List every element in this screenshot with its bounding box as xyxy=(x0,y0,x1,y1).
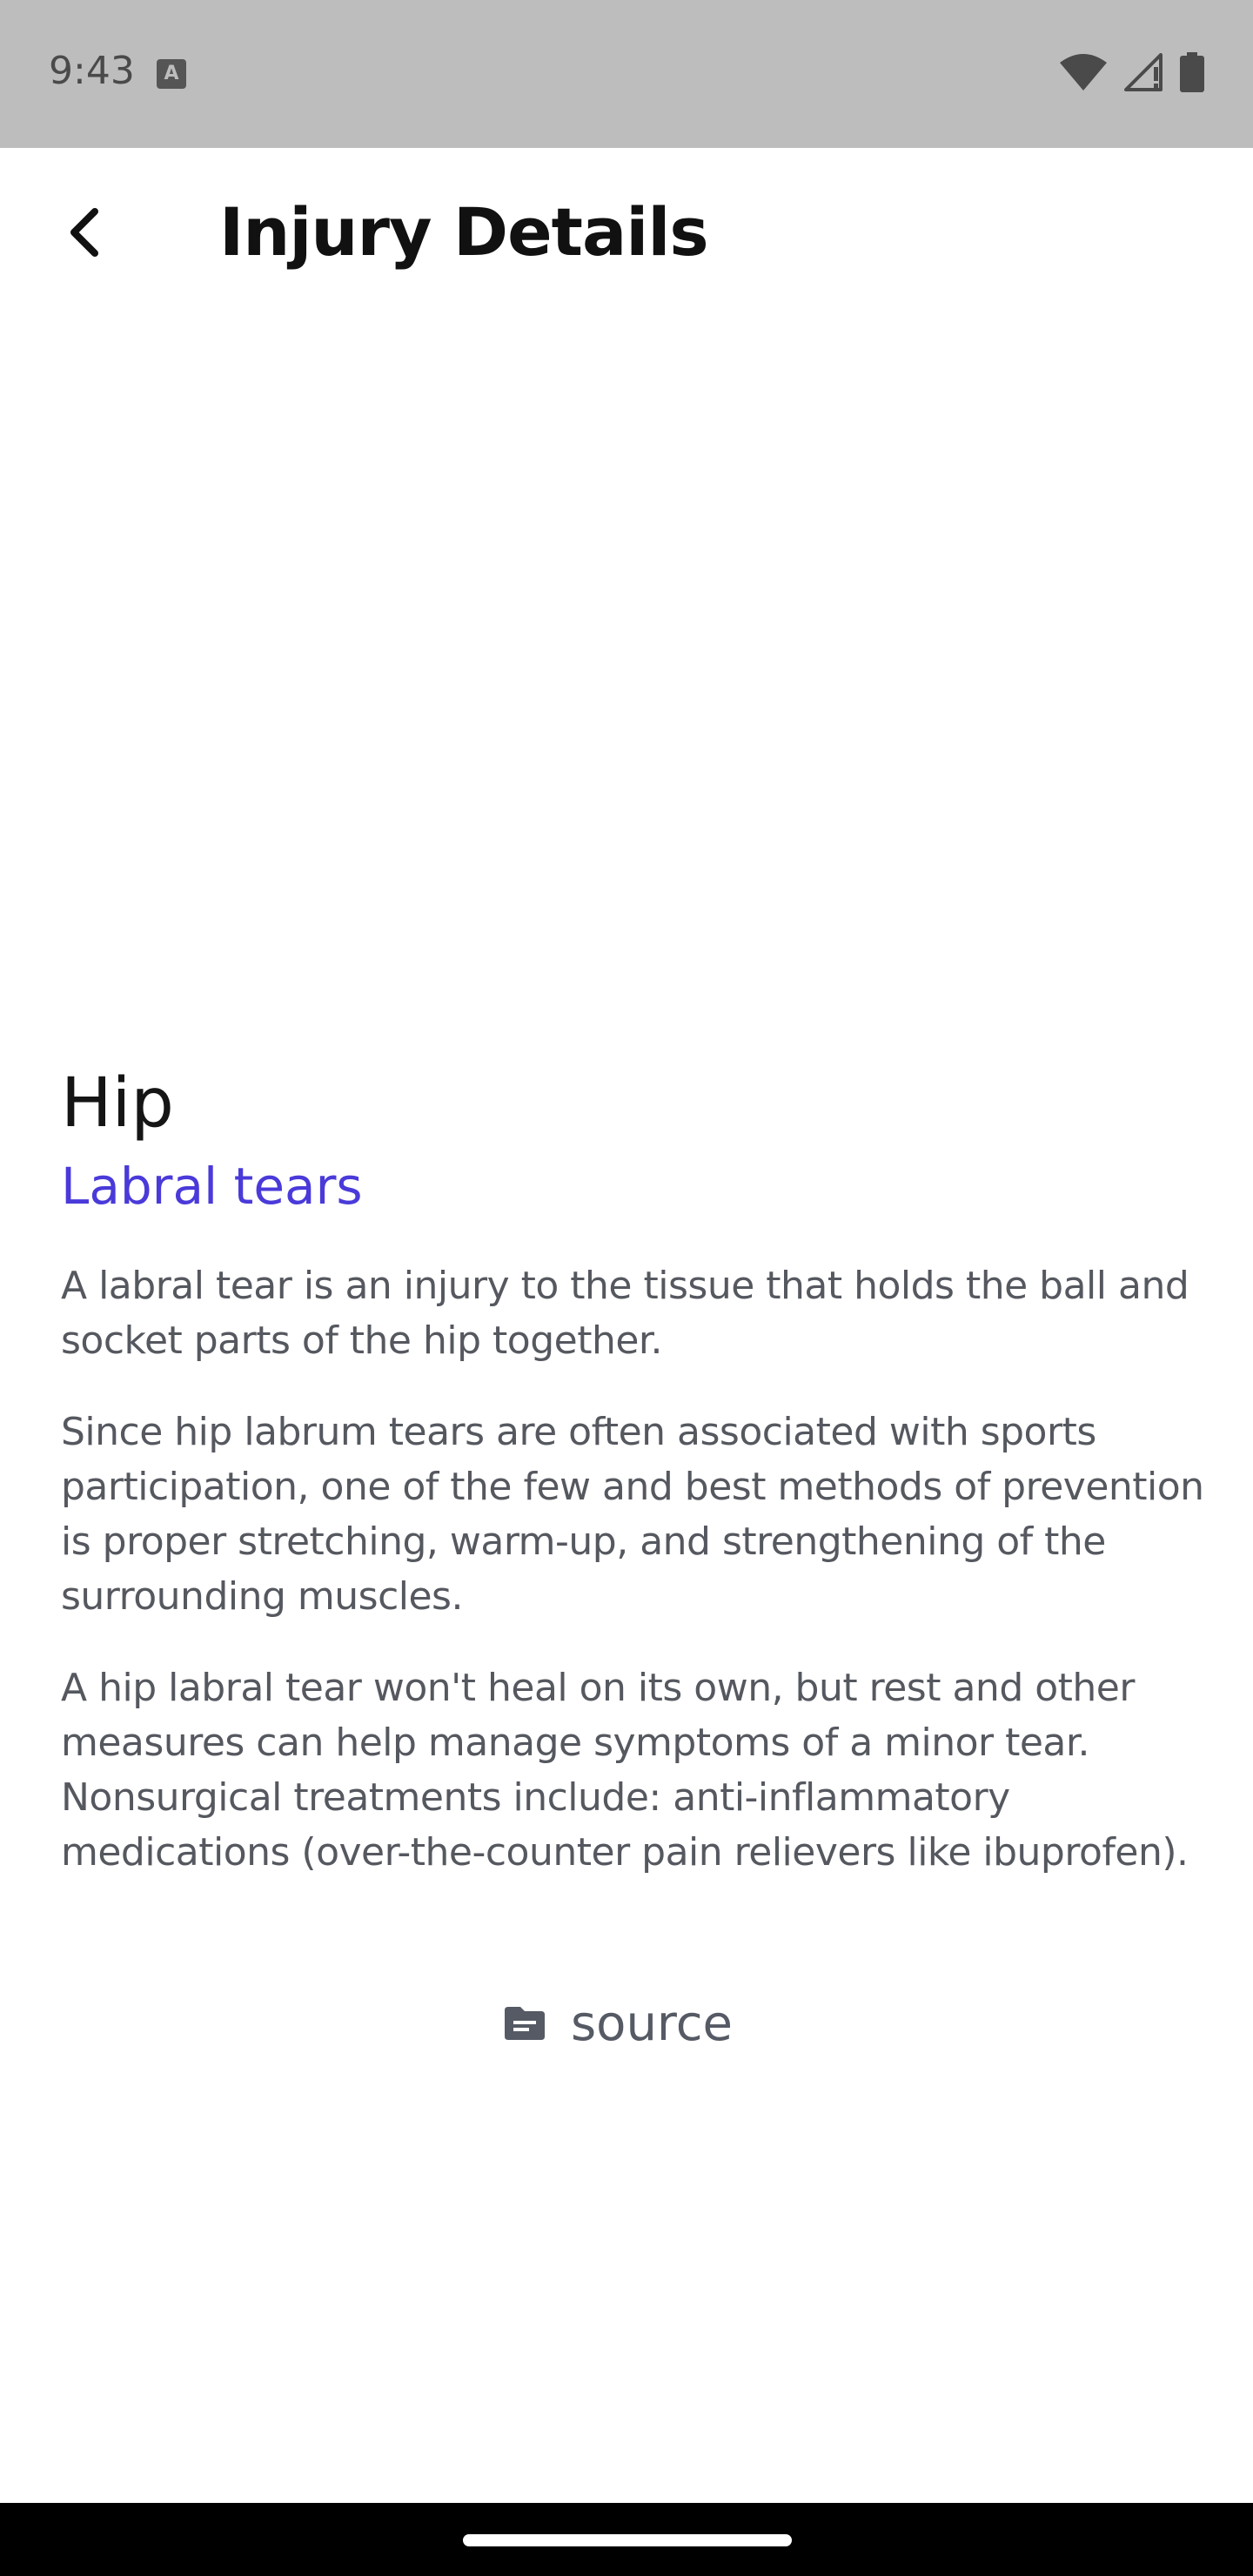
description-paragraph: A labral tear is an injury to the tissue that holds the ball and socket parts of the hip together. xyxy=(61,1264,1189,1363)
back-button[interactable] xyxy=(52,200,117,265)
body-part-heading: Hip xyxy=(61,1064,174,1143)
source-label: source xyxy=(571,1995,733,2052)
signal-icon xyxy=(1122,53,1164,91)
folder-icon xyxy=(505,2007,545,2040)
wifi-icon xyxy=(1060,54,1107,91)
status-bar xyxy=(0,0,1253,148)
injury-image xyxy=(0,322,1253,1027)
battery-icon xyxy=(1180,52,1204,92)
treatment-paragraph: A hip labral tear won't heal on its own, but rest and other measures can help manage symptoms of a minor tear. Nonsurgical treatments include: anti-inflammatory medications (over-the-counter pain relievers like ibuprofen). xyxy=(61,1666,1189,1875)
a-notification-icon: A xyxy=(157,59,186,89)
app-bar xyxy=(0,148,1253,322)
navigation-bar xyxy=(0,2503,1253,2576)
status-time: 9:43 xyxy=(49,49,135,93)
page-title: Injury Details xyxy=(219,193,708,271)
chevron-left-icon xyxy=(65,206,104,258)
prevention-paragraph: Since hip labrum tears are often associated with sports participation, one of the few and best methods of prevention is proper stretching, warm-up, and strengthening of the surrounding muscles. xyxy=(61,1410,1204,1619)
injury-content xyxy=(61,1060,1209,1880)
home-indicator[interactable] xyxy=(463,2534,792,2546)
source-button[interactable] xyxy=(505,1989,733,2057)
status-icons xyxy=(1060,52,1204,92)
injury-name: Labral tears xyxy=(61,1157,363,1216)
